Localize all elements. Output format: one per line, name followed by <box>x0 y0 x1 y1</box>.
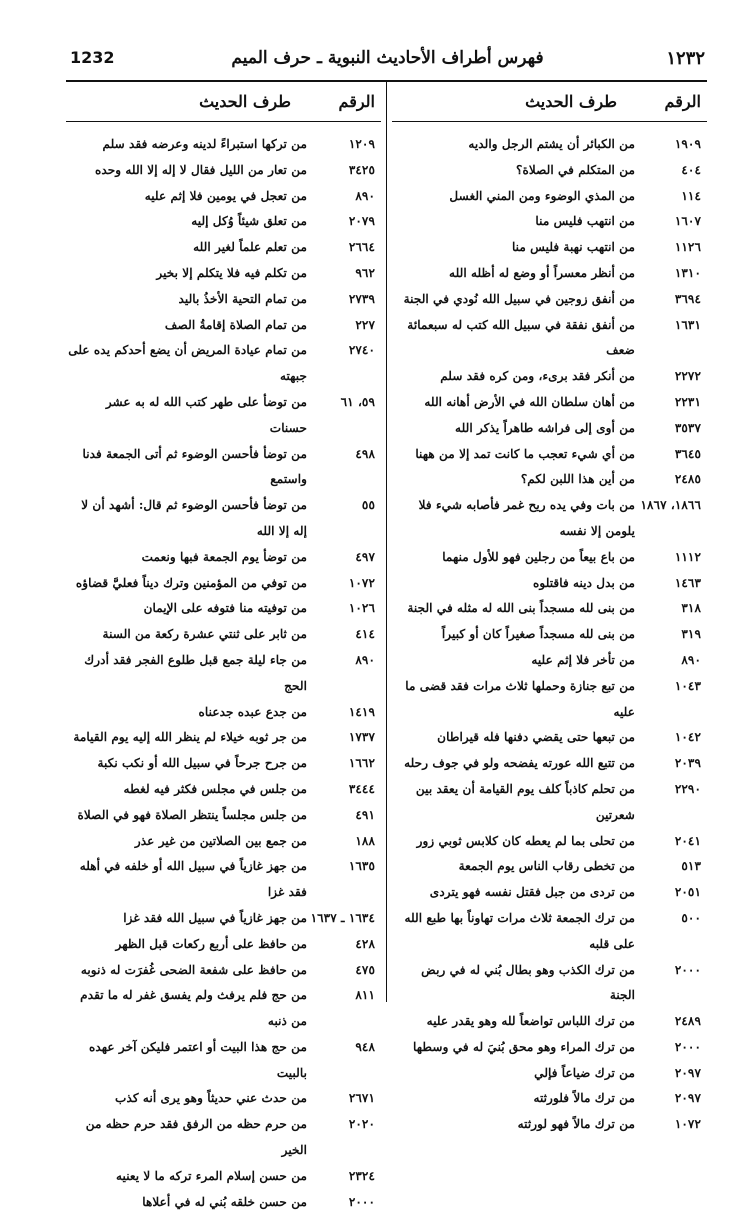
page-number-arabic: ١٢٣٢ <box>666 48 705 69</box>
entry-text: من الكبائر أن يشتم الرجل والديه <box>468 137 635 151</box>
index-entry <box>392 880 707 906</box>
entry-text: من توفي من المؤمنين وترك ديناً فعليَّ قضاؤه <box>75 575 307 590</box>
entry-number: ٢٠٠٠ <box>674 962 701 977</box>
entry-number: ٨٩٠ <box>681 652 701 667</box>
entry-text: من توضأ فأحسن الوضوء ثم قال: أشهد أن لا إله إلا الله <box>81 498 307 538</box>
entry-text: من تركها استبراءً لدينه وعرضه فقد سلم <box>102 137 307 151</box>
entry-text: من انتهب نهبة فليس منا <box>511 240 635 255</box>
index-entry <box>66 209 381 235</box>
index-entry <box>66 854 381 906</box>
index-entry <box>66 132 381 158</box>
index-entry <box>66 442 381 494</box>
entry-text: من ترك المراء وهو محق بُنيَ له في وسطها <box>413 1039 635 1054</box>
index-entry <box>392 1009 707 1035</box>
entry-text: من جهز غازياً في سبيل الله أو خلفه في أهله فقد غزا <box>79 859 307 900</box>
entry-number: ٢٢٩٠ <box>674 781 701 796</box>
index-entry <box>392 854 707 880</box>
index-entry <box>392 416 707 442</box>
index-entry <box>392 158 707 184</box>
column-header <box>392 82 707 122</box>
index-entry <box>66 545 381 571</box>
index-entry <box>66 829 381 855</box>
left-column <box>66 82 381 1215</box>
entry-text: من توضأ على طهر كتب الله له به عشر حسنات <box>105 394 307 435</box>
index-entry <box>66 158 381 184</box>
entry-text: من توفيته منا فتوفه على الإيمان <box>143 601 307 616</box>
entry-number: ٣٤٤٤ <box>348 781 375 796</box>
index-entry <box>66 725 381 751</box>
entry-text: من تردى من جبل فقتل نفسه فهو يتردى <box>429 885 635 900</box>
entry-text: من جهز غازياً في سبيل الله فقد غزا <box>123 910 307 925</box>
entry-number: ٥١٣ <box>681 859 701 874</box>
entry-text: من تمام الصلاة إقامةُ الصف <box>164 317 307 332</box>
entry-number: ٤٩١ <box>355 807 375 822</box>
index-entry <box>66 313 381 339</box>
entry-text: من أهان سلطان الله في الأرض أهانه الله <box>424 394 635 409</box>
entry-number: ١٦٣٥ <box>348 859 375 874</box>
index-entry <box>66 390 381 442</box>
entry-text: من جرح جرحاً في سبيل الله أو نكب نكبة <box>97 756 307 771</box>
entry-text: من تكلم فيه فلا يتكلم إلا بخير <box>156 265 307 280</box>
entry-number: ٢٢٣١ <box>674 394 701 409</box>
index-entry <box>392 1035 707 1061</box>
index-entry <box>392 545 707 571</box>
entry-number: ٨١١ <box>355 988 375 1003</box>
entry-number: ٤٩٨ <box>355 446 375 461</box>
entry-text: من تأخر فلا إثم عليه <box>531 652 635 667</box>
index-entry <box>66 932 381 958</box>
entry-text: من تعار من الليل فقال لا إله إلا الله وحده <box>94 162 307 177</box>
entry-number: ٨٩٠ <box>355 652 375 667</box>
entry-number: ٢٦٧١ <box>348 1091 375 1106</box>
entry-number: ١٨٦٦، ١٨٦٧ <box>640 498 701 513</box>
index-entry <box>392 390 707 416</box>
index-entry <box>392 132 707 158</box>
entry-text: من تخطى رقاب الناس يوم الجمعة <box>458 859 635 874</box>
index-entry <box>392 313 707 365</box>
entry-text: من أوى إلى فراشه طاهراً يذكر الله <box>455 420 635 435</box>
entry-number: ٥٩، ٦١ <box>340 394 375 409</box>
entry-text: من تعلم علماً لغير الله <box>193 240 307 255</box>
entry-number: ١٨٨ <box>355 833 375 848</box>
entry-number: ٢٢٧٢ <box>674 369 701 384</box>
entry-number: ١٠٤٢ <box>674 730 701 745</box>
entry-number: ١٢٠٩ <box>348 137 375 151</box>
entry-number: ١٦٣١ <box>674 317 701 332</box>
entry-text: من ثابر على ثنتي عشرة ركعة من السنة <box>102 627 307 642</box>
index-entry <box>392 467 707 493</box>
entry-number: ٩٤٨ <box>355 1039 375 1054</box>
entry-number: ٢٢٧ <box>355 317 375 332</box>
entry-number: ٤٩٧ <box>355 549 375 564</box>
index-entry <box>392 622 707 648</box>
entry-text: من ترك مالاً فلورثته <box>533 1091 635 1106</box>
index-entry <box>66 571 381 597</box>
index-entry <box>66 493 381 545</box>
index-entry <box>66 906 381 932</box>
entry-number: ٢٠٧٩ <box>348 214 375 229</box>
entry-number: ١٦٠٧ <box>674 214 701 229</box>
index-entry <box>66 1086 381 1112</box>
index-entry <box>66 958 381 984</box>
entry-text: من حج فلم يرفث ولم يفسق غفر له ما تقدم من ذنبه <box>80 988 307 1029</box>
entry-number: ٢٤٨٩ <box>674 1014 701 1029</box>
index-entry <box>392 1061 707 1087</box>
index-entry <box>66 1190 381 1215</box>
entry-text: من حج هذا البيت أو اعتمر فليكن آخر عهده بالبيت <box>88 1039 307 1080</box>
index-entry <box>392 287 707 313</box>
page-title: فهرس أطراف الأحاديث النبوية ـ حرف الميم <box>231 48 544 68</box>
index-entry <box>392 751 707 777</box>
index-entry <box>392 1112 707 1138</box>
entry-number: ٢٠٥١ <box>674 885 701 900</box>
number-column-label: الرقم <box>664 92 701 111</box>
entry-text: من ترك ضياعاً فإلي <box>534 1065 635 1080</box>
entry-number: ٢٠٩٧ <box>674 1065 701 1080</box>
entry-number: ١٣١٠ <box>674 265 701 280</box>
entry-number: ١١٤ <box>681 188 701 203</box>
index-entry <box>66 777 381 803</box>
entry-text: من توضأ فأحسن الوضوء ثم أتى الجمعة فدنا واستمع <box>82 446 307 487</box>
entry-number: ٢٣٢٤ <box>348 1168 375 1183</box>
entry-text: من بنى لله مسجداً بنى الله له مثله في الجنة <box>407 601 635 616</box>
index-entry <box>66 184 381 210</box>
index-entry <box>66 700 381 726</box>
entry-number: ٤١٤ <box>355 627 375 642</box>
entry-number: ٢٠٣٩ <box>674 756 701 771</box>
entry-text: من أنكر فقد برىء، ومن كره فقد سلم <box>440 369 635 384</box>
index-entry <box>392 958 707 1010</box>
entry-number: ٢٠٢٠ <box>348 1117 375 1132</box>
entry-number: ٣٤٢٥ <box>348 162 375 177</box>
entry-text: من جدع عبده جدعناه <box>198 704 307 719</box>
index-entry <box>392 829 707 855</box>
entry-text: من أنظر معسراً أو وضع له أظله الله <box>449 265 635 280</box>
entry-number: ٢٤٨٥ <box>674 472 701 487</box>
entry-text: من ترك مالاً فهو لورثته <box>517 1117 635 1132</box>
index-entry <box>392 261 707 287</box>
index-entry <box>66 803 381 829</box>
page-header <box>70 48 705 74</box>
entry-text: من بدل دينه فاقتلوه <box>533 575 635 590</box>
entry-text: من حرم حظه من الرفق فقد حرم حظه من الخير <box>85 1117 307 1158</box>
entry-text: من تتبع الله عورته يفضحه ولو في جوف رحله <box>404 756 635 771</box>
entry-text: من أين هذا اللبن لكم؟ <box>520 472 635 487</box>
entry-text: من حافظ على أربع ركعات قبل الظهر <box>115 936 307 951</box>
entry-number: ١٤٦٣ <box>674 575 701 590</box>
index-entry <box>66 983 381 1035</box>
entry-text: من تبعها حتى يقضي دفنها فله قيراطان <box>437 730 635 745</box>
index-entry <box>392 364 707 390</box>
index-entry <box>66 261 381 287</box>
entry-text: من بات وفي يده ريح غمر فأصابه شيء فلا يلومن إلا نفسه <box>418 498 635 538</box>
entry-text: من جلس مجلساً ينتظر الصلاة فهو في الصلاة <box>77 807 307 822</box>
index-entry <box>392 674 707 726</box>
text-column-label: طرف الحديث <box>199 92 291 111</box>
right-column <box>392 82 707 1138</box>
entry-number: ٤٠٤ <box>681 162 701 177</box>
hadith-list <box>66 132 381 1215</box>
index-entry <box>66 1035 381 1087</box>
index-entry <box>392 209 707 235</box>
index-entry <box>392 235 707 261</box>
entry-number: ١٠٧٢ <box>348 575 375 590</box>
entry-number: ٢٠٩٧ <box>674 1091 701 1106</box>
index-entry <box>66 287 381 313</box>
entry-text: من حسن خلقه بُني له في أعلاها <box>142 1194 307 1209</box>
entry-number: ١٩٠٩ <box>674 137 701 151</box>
entry-text: من انتهب فليس منا <box>535 214 635 229</box>
index-entry <box>392 184 707 210</box>
entry-text: من أنفق نفقة في سبيل الله كتب له سبعمائة ضعف <box>407 317 635 358</box>
entry-text: من جاء ليلة جمع قبل طلوع الفجر فقد أدرك الحج <box>84 652 307 693</box>
index-entry <box>66 338 381 390</box>
index-entry <box>66 596 381 622</box>
entry-number: ٤٢٨ <box>355 936 375 951</box>
entry-number: ٩٦٢ <box>355 265 375 280</box>
entry-number: ٢٧٤٠ <box>348 343 375 358</box>
entry-text: من تعجل في يومين فلا إثم عليه <box>144 188 307 203</box>
entry-text: من ترك اللباس تواضعاً لله وهو يقدر عليه <box>426 1014 635 1029</box>
index-entry <box>66 1164 381 1190</box>
entry-number: ٨٩٠ <box>355 188 375 203</box>
entry-number: ١٠٢٦ <box>348 601 375 616</box>
entry-number: ١٧٣٧ <box>348 730 375 745</box>
entry-text: من أنفق زوجين في سبيل الله نُودي في الجنة <box>403 291 635 306</box>
index-entry <box>392 648 707 674</box>
entry-number: ١١١٢ <box>674 549 701 564</box>
index-entry <box>66 1112 381 1164</box>
entry-text: من تحلى بما لم يعطه كان كلابس ثوبي زور <box>416 833 635 848</box>
entry-text: من باع بيعاً من رجلين فهو للأول منهما <box>442 549 635 564</box>
column-header-rule <box>392 121 707 122</box>
index-entry <box>392 571 707 597</box>
entry-text: من تمام التحية الأخذُ باليد <box>178 291 307 306</box>
entry-text: من المذي الوضوء ومن المني الغسل <box>449 188 635 203</box>
index-entry <box>66 751 381 777</box>
entry-text: من تعلق شيئاً وُكل إليه <box>191 214 307 229</box>
entry-number: ١٤١٩ <box>348 704 375 719</box>
entry-text: من جر ثوبه خيلاء لم ينظر الله إليه يوم القيامة <box>73 730 307 745</box>
column-header-rule <box>66 121 381 122</box>
entry-text: من المتكلم في الصلاة؟ <box>515 162 635 177</box>
entry-number: ٤٧٥ <box>355 962 375 977</box>
entry-number: ٢٠٠٠ <box>348 1194 375 1209</box>
entry-text: من جمع بين الصلاتين من غير عذر <box>134 833 307 848</box>
entry-number: ٣٦٤٥ <box>674 446 701 461</box>
entry-number: ٢٦٦٤ <box>348 240 375 255</box>
entry-number: ٣١٩ <box>681 627 701 642</box>
entry-number: ١٦٦٢ <box>348 756 375 771</box>
entry-text: من حدث عني حديثاً وهو يرى أنه كذب <box>115 1091 307 1106</box>
entry-text: من حافظ على شفعة الضحى غُفرَت له ذنوبه <box>80 962 307 977</box>
entry-text: من تبع جنازة وحملها ثلاث مرات فقد قضى ما عليه <box>405 678 635 719</box>
entry-text: من حسن إسلام المرء تركه ما لا يعنيه <box>115 1168 307 1183</box>
entry-text: من تمام عيادة المريض أن يضع أحدكم يده على جبهته <box>68 343 307 384</box>
entry-text: من جلس في مجلس فكثر فيه لغطه <box>123 781 307 796</box>
entry-number: ٣١٨ <box>681 601 701 616</box>
column-header <box>66 82 381 122</box>
entry-number: ١٠٤٣ <box>674 678 701 693</box>
hadith-list <box>392 132 707 1138</box>
entry-number: ١٠٧٢ <box>674 1117 701 1132</box>
entry-number: ٢٧٣٩ <box>348 291 375 306</box>
entry-number: ٣٥٣٧ <box>674 420 701 435</box>
entry-number: ١١٢٦ <box>674 240 701 255</box>
entry-number: ١٦٣٤ ـ ١٦٣٧ <box>310 910 375 925</box>
column-divider <box>386 82 387 1002</box>
entry-number: ٥٠٠ <box>681 910 701 925</box>
entry-text: من ترك الجمعة ثلاث مرات تهاوناً بها طبع الله على قلبه <box>404 910 635 951</box>
index-entry <box>392 906 707 958</box>
entry-text: من بنى لله مسجداً صغيراً كان أو كبيراً <box>441 627 635 642</box>
index-entry <box>392 777 707 829</box>
index-entry <box>392 493 707 545</box>
index-entry <box>66 235 381 261</box>
entry-text: من توضأ يوم الجمعة فبها ونعمت <box>141 549 307 564</box>
index-entry <box>392 1086 707 1112</box>
index-entry <box>392 725 707 751</box>
entry-number: ٣٦٩٤ <box>674 291 701 306</box>
page-number-latin: 1232 <box>70 48 115 67</box>
entry-text: من تحلم كاذباً كلف يوم القيامة أن يعقد بين شعرتين <box>415 781 635 822</box>
index-entry <box>392 596 707 622</box>
entry-number: ٢٠٤١ <box>674 833 701 848</box>
entry-text: من ترك الكذب وهو بطال بُني له في ربض الجنة <box>421 962 635 1003</box>
number-column-label: الرقم <box>338 92 375 111</box>
index-entry <box>66 648 381 700</box>
entry-number: ٥٥ <box>361 498 375 513</box>
index-entry <box>66 622 381 648</box>
index-entry <box>392 442 707 468</box>
entry-number: ٢٠٠٠ <box>674 1039 701 1054</box>
entry-text: من أي شيء تعجب ما كانت تمد إلا من ههنا <box>415 446 635 461</box>
text-column-label: طرف الحديث <box>525 92 617 111</box>
